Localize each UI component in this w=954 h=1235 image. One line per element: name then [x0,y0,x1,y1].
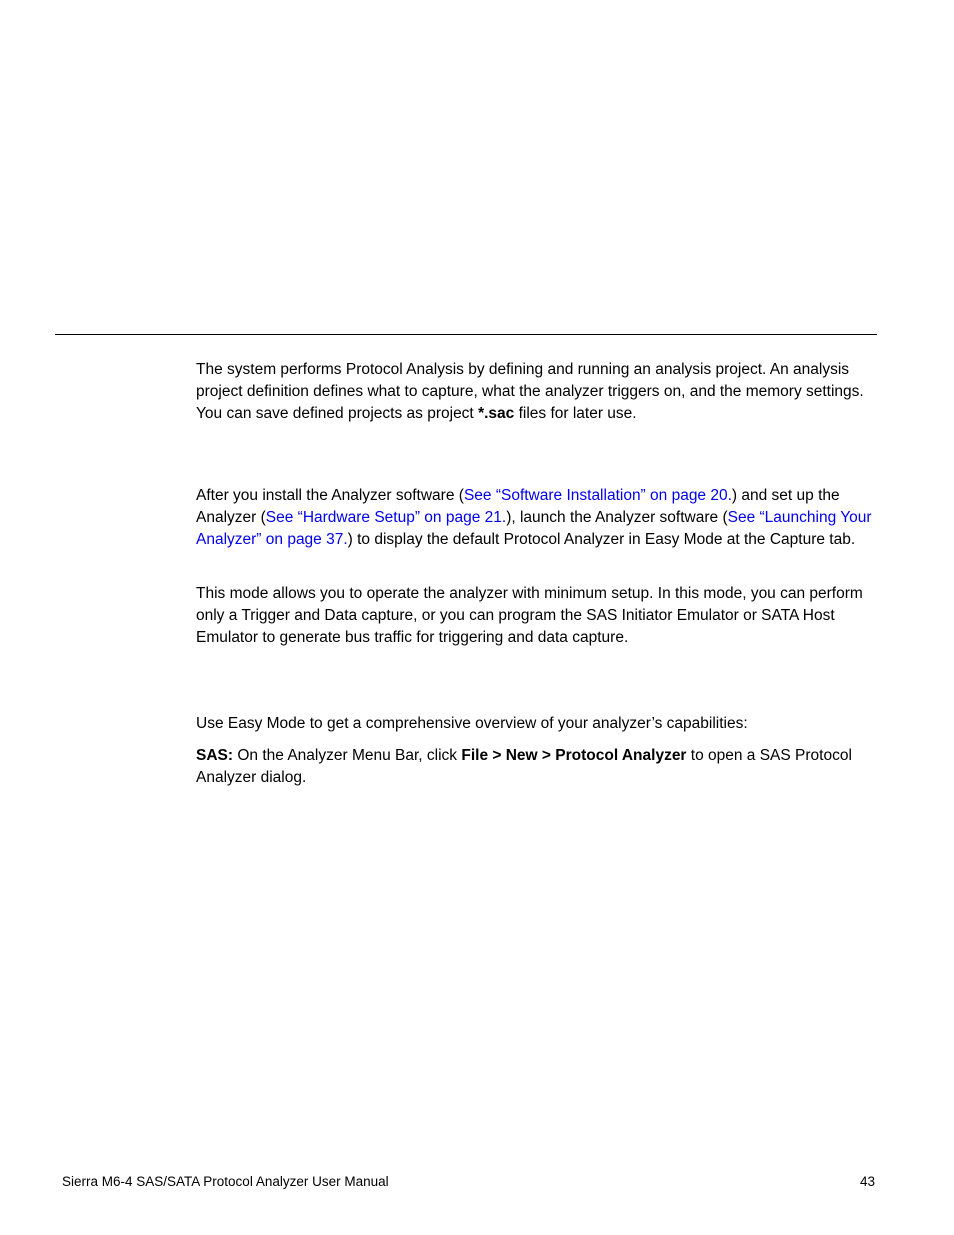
launch-text-4: ) to display the default Protocol Analyzer in Easy Mode at the Capture tab. [347,531,856,548]
section-divider [55,334,877,335]
intro-text-1: The system performs Protocol Analysis by defining and running an analysis project. An analysis project definition defines what to capture, what the analyzer triggers on, and the memory settings. You can save defined projects as project [196,361,864,422]
launch-text-1: After you install the Analyzer software ( [196,487,464,504]
intro-paragraph [196,359,886,425]
menu-path: File > New > Protocol Analyzer [461,747,687,764]
footer-manual-title: Sierra M6-4 SAS/SATA Protocol Analyzer User Manual [62,1174,389,1189]
sas-label: SAS: [196,747,234,764]
launch-paragraph [196,485,886,551]
launch-text-2: ) and set up the Analyzer ( [196,487,840,526]
sas-paragraph [196,745,886,789]
launching-analyzer-link[interactable]: See “Launching Your Analyzer” on page 37. [196,509,872,548]
intro-text-2: files for later use. [514,405,637,422]
sac-file-extension: *.sac [478,405,515,422]
sas-text-2: to open a SAS Protocol Analyzer dialog. [196,747,852,786]
launch-text-3: ), launch the Analyzer software ( [506,509,728,526]
footer-page-number: 43 [859,1174,875,1189]
mode-paragraph: This mode allows you to operate the analyzer with minimum setup. In this mode, you can perform only a Trigger and Data capture, or you can program the SAS Initiator Emulator or SATA Host Emulator to generate bus traffic for triggering and data capture. [196,585,863,646]
hardware-setup-link[interactable]: See “Hardware Setup” on page 21. [265,509,507,526]
easy-mode-paragraph: Use Easy Mode to get a comprehensive overview of your analyzer’s capabilities: [196,715,748,732]
sas-text-1: On the Analyzer Menu Bar, click [233,747,462,764]
software-installation-link[interactable]: See “Software Installation” on page 20. [463,487,732,504]
